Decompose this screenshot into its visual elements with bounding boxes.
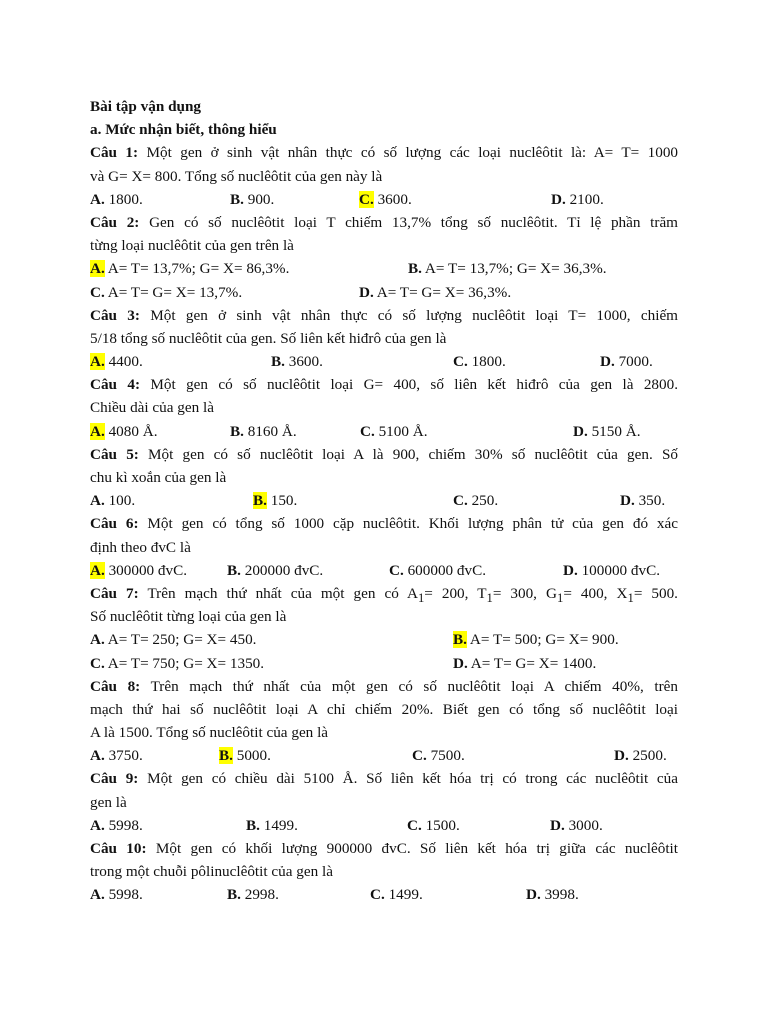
question-3-option-d: D. 7000. [600, 353, 653, 371]
question-3-label: Câu 3: [90, 306, 140, 324]
question-10-option-c: C. 1499. [370, 886, 423, 904]
question-5-option-a: A. 100. [90, 492, 136, 510]
question-9-options [90, 814, 678, 837]
question-4-option-b: B. 8160 Å. [230, 422, 297, 440]
question-7-line-2: Số nuclêôtit từng loại của gen là [90, 608, 287, 626]
question-2-option-b: B. A= T= 13,7%; G= X= 36,3%. [408, 260, 607, 278]
question-6-option-a: A. 300000 đvC. [90, 561, 188, 579]
question-8-line-2: mạch thứ hai số nuclêôtit loại A chỉ chiếm 20%. Biết gen có tổng số nuclêôtit loại [90, 700, 678, 718]
question-3-option-a: A. 4400. [90, 353, 143, 371]
question-2-options-row-2 [90, 281, 678, 304]
question-8-option-b: B. 5000. [219, 747, 271, 765]
question-2-line-2: từng loại nuclêôtit của gen trên là [90, 237, 294, 255]
question-2-options-row-1 [90, 257, 678, 280]
question-6-option-c: C. 600000 đvC. [389, 561, 487, 579]
question-7-options-row-2 [90, 652, 678, 675]
question-7-option-a: A. A= T= 250; G= X= 450. [90, 631, 257, 649]
question-4-line-1: Câu 4: Một gen có số nuclêôtit loại G= 400, số liên kết hiđrô của gen là 2800. [90, 376, 679, 394]
question-7-options-row-1 [90, 628, 678, 651]
question-2-option-c: C. A= T= G= X= 13,7%. [90, 283, 243, 301]
question-10-option-a: A. 5998. [90, 886, 143, 904]
question-1-options [90, 188, 678, 211]
exercise-page [90, 95, 678, 907]
question-6-line-2: định theo đvC là [90, 538, 191, 556]
question-7-option-d: D. A= T= G= X= 1400. [453, 654, 597, 672]
question-8-option-d: D. 2500. [614, 747, 667, 765]
question-10-line-2: trong một chuỗi pôlinuclêôtit của gen là [90, 863, 333, 881]
question-1-option-d: D. 2100. [551, 190, 604, 208]
question-4-option-d: D. 5150 Å. [573, 422, 641, 440]
question-4-option-a: A. 4080 Å. [90, 422, 158, 440]
question-2-option-a: A. A= T= 13,7%; G= X= 86,3%. [90, 260, 290, 278]
question-2-line-1: Câu 2: Gen có số nuclêôtit loại T chiếm 13,7% tổng số nuclêôtit. Tỉ lệ phần trăm [90, 213, 678, 231]
question-6-label: Câu 6: [90, 515, 139, 533]
question-8-option-a: A. 3750. [90, 747, 143, 765]
question-8-line-3: A là 1500. Tổng số nuclêôtit của gen là [90, 724, 329, 742]
question-10-option-d: D. 3998. [526, 886, 579, 904]
question-4-line-2: Chiều dài của gen là [90, 399, 214, 417]
question-1-label: Câu 1: [90, 144, 139, 162]
question-7-label: Câu 7: [90, 584, 139, 602]
question-10-label: Câu 10: [90, 840, 147, 857]
question-6-option-b: B. 200000 đvC. [227, 561, 324, 579]
question-2-label: Câu 2: [90, 213, 140, 231]
section-subtitle: a. Mức nhận biết, thông hiểu [90, 121, 277, 139]
question-4-label: Câu 4: [90, 376, 141, 394]
question-8-label: Câu 8: [90, 677, 141, 695]
question-6-options [90, 559, 678, 582]
question-3-option-b: B. 3600. [271, 353, 323, 371]
question-7-option-c: C. A= T= 750; G= X= 1350. [90, 654, 265, 672]
question-6-option-d: D. 100000 đvC. [563, 561, 661, 579]
question-10-option-b: B. 2998. [227, 886, 279, 904]
question-9-option-c: C. 1500. [407, 816, 460, 834]
question-2-option-d: D. A= T= G= X= 36,3%. [359, 283, 512, 301]
question-9-option-a: A. 5998. [90, 816, 143, 834]
question-5-option-c: C. 250. [453, 492, 499, 510]
question-3-option-c: C. 1800. [453, 353, 506, 371]
question-6-line-1: Câu 6: Một gen có tổng số 1000 cặp nuclêôtit. Khối lượng phân tử của gen đó xác [90, 515, 678, 533]
question-5-label: Câu 5: [90, 445, 139, 463]
question-8-options [90, 744, 678, 767]
question-8-line-1: Câu 8: Trên mạch thứ nhất của một gen có số nuclêôtit loại A chiếm 40%, trên [90, 677, 678, 695]
section-title: Bài tập vận dụng [90, 98, 201, 115]
question-7-line-1: Câu 7: Trên mạch thứ nhất của một gen có $A_1= 200$, $T_1= 300$, $G_1= 400$, $X_1= 500$. [90, 584, 678, 605]
question-5-option-d: D. 350. [620, 492, 666, 510]
question-5-line-1: Câu 5: Một gen có số nuclêôtit loại A là 900, chiếm 30% số nuclêôtit của gen. Số [90, 445, 678, 463]
question-1-line-2: và G= X= 800. Tổng số nuclêôtit của gen này là [90, 167, 383, 185]
question-5-line-2: chu kì xoắn của gen là [90, 469, 227, 486]
question-9-option-b: B. 1499. [246, 816, 298, 834]
question-1-line-1: Câu 1: Một gen ở sinh vật nhân thực có số lượng các loại nuclêôtit là: A= T= 1000 [90, 144, 679, 162]
question-10-options [90, 883, 678, 906]
question-9-label: Câu 9: [90, 770, 139, 788]
question-8-option-c: C. 7500. [412, 747, 465, 765]
question-3-options [90, 350, 678, 373]
question-9-line-1: Câu 9: Một gen có chiều dài 5100 Å. Số liên kết hóa trị có trong các nuclêôtit của [90, 770, 678, 788]
question-10-line-1: Câu 10: Một gen có khối lượng 900000 đvC. Số liên kết hóa trị giữa các nuclêôtit [90, 840, 678, 857]
question-9-option-d: D. 3000. [550, 816, 603, 834]
question-9-line-2: gen là [90, 793, 127, 811]
question-5-option-b: B. 150. [253, 492, 298, 510]
question-7-option-b: B. A= T= 500; G= X= 900. [453, 631, 619, 649]
question-3-line-1: Câu 3: Một gen ở sinh vật nhân thực có số lượng nuclêôtit loại T= 1000, chiếm [90, 306, 678, 324]
question-4-options [90, 420, 678, 443]
question-3-line-2: 5/18 tổng số nuclêôtit của gen. Số liên kết hiđrô của gen là [90, 329, 447, 347]
question-1-option-c: C. 3600. [359, 190, 412, 208]
question-5-options [90, 489, 678, 512]
question-1-option-a: A. 1800. [90, 190, 143, 208]
question-4-option-c: C. 5100 Å. [360, 422, 428, 440]
question-1-option-b: B. 900. [230, 190, 275, 208]
